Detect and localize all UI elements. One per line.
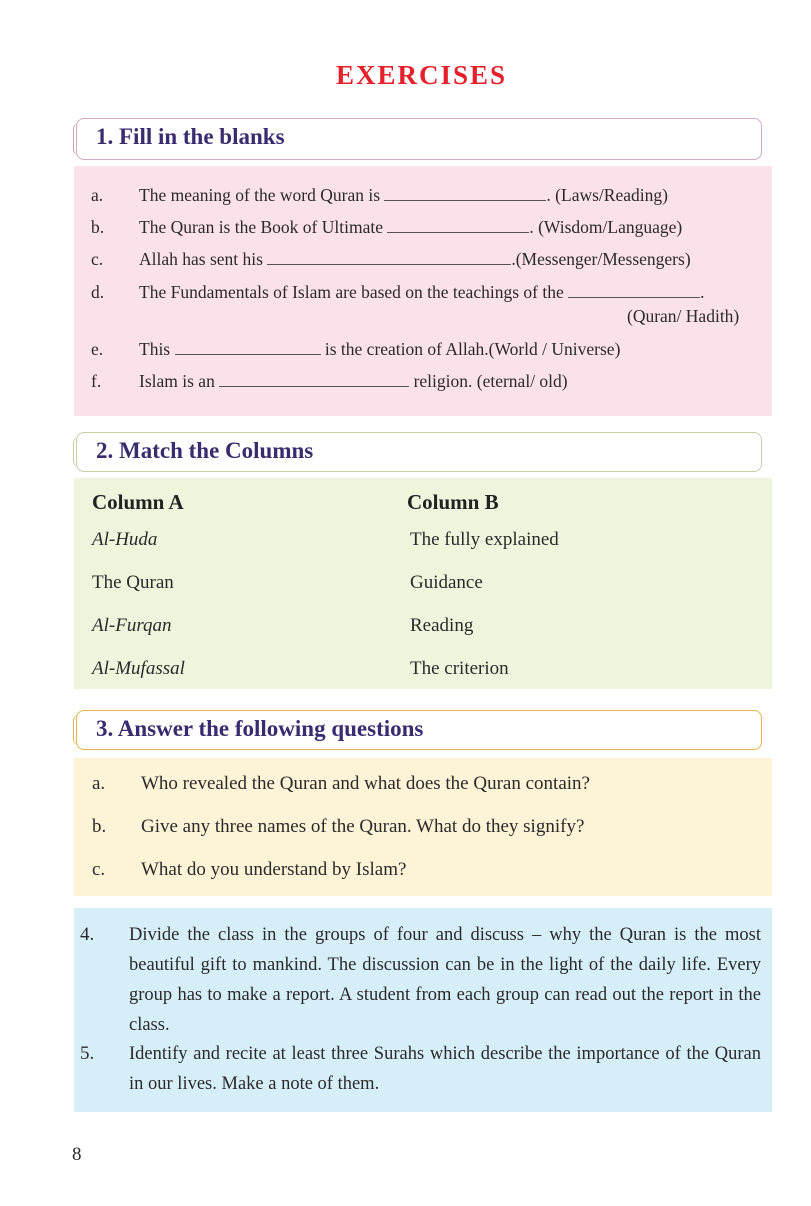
column-b-item: The fully explained — [410, 529, 559, 550]
item-label: d. — [91, 282, 105, 302]
list-item — [91, 339, 621, 360]
column-b-item: The criterion — [410, 658, 509, 679]
question-item — [92, 773, 590, 795]
item-label: c. — [91, 249, 104, 269]
section-heading-fill-blanks — [76, 118, 762, 160]
item-label: e. — [91, 339, 104, 359]
blank-line — [219, 372, 409, 387]
item-label: b. — [92, 816, 107, 837]
match-columns-panel — [74, 478, 772, 689]
item-text: The Quran is the Book of Ultimate — [139, 217, 383, 237]
activity-text: Identify and recite at least three Surahs which describe the importance of the Quran in our lives. Make a note of them. — [129, 1044, 761, 1094]
blank-line — [384, 186, 546, 201]
section-heading-text: 2. Match the Columns — [96, 438, 314, 463]
blank-line — [175, 340, 321, 355]
blank-line — [387, 218, 529, 233]
page-title: EXERCISES — [335, 60, 508, 90]
item-hint: . (Wisdom/Language) — [529, 217, 683, 237]
activity-panel — [74, 908, 772, 1112]
item-text: The Fundamentals of Islam are based on the teachings of the — [139, 282, 564, 302]
activity-label: 4. — [80, 924, 95, 945]
column-a-item: Al-Huda — [92, 529, 158, 550]
blank-line — [267, 250, 511, 265]
column-a-item: The Quran — [92, 572, 174, 593]
item-label: a. — [91, 185, 104, 205]
section-heading-answer-questions — [76, 710, 762, 750]
item-hint: . (Laws/Reading) — [546, 185, 668, 205]
activity-text: Divide the class in the groups of four and discuss – why the Quran is the most beautiful gift to mankind. The discussion can be in the light of the daily life. Every group has to make a report. A student from each group can read out the report in the class. — [129, 925, 761, 1035]
item-hint: . — [700, 282, 705, 302]
list-item — [91, 249, 691, 270]
list-item — [91, 371, 568, 392]
item-hint: religion. (eternal/ old) — [413, 371, 568, 391]
question-item — [92, 816, 585, 838]
item-label: f. — [91, 371, 102, 391]
question-text: Give any three names of the Quran. What do they signify? — [141, 816, 585, 837]
item-hint-line2: (Quran/ Hadith) — [627, 306, 740, 326]
item-hint: .(Messenger/Messengers) — [511, 249, 691, 269]
page-number: 8 — [72, 1144, 82, 1165]
activity-label: 5. — [80, 1043, 95, 1064]
section-heading-match-columns — [76, 432, 762, 472]
section-heading-text: 3. Answer the following questions — [96, 716, 424, 741]
question-text: What do you understand by Islam? — [141, 859, 407, 880]
questions-panel — [74, 758, 772, 896]
item-label: c. — [92, 859, 106, 880]
column-b-item: Reading — [410, 615, 474, 636]
item-hint: is the creation of Allah.(World / Universe) — [324, 339, 621, 359]
list-item — [91, 185, 668, 206]
item-text: Islam is an — [139, 371, 215, 391]
section-heading-text: 1. Fill in the blanks — [96, 124, 285, 149]
column-b-item: Guidance — [410, 572, 483, 593]
item-text: Allah has sent his — [139, 249, 263, 269]
column-a-heading: Column A — [92, 490, 184, 514]
column-a-item: Al-Mufassal — [92, 658, 185, 679]
column-b-heading: Column B — [407, 490, 499, 514]
blank-line — [568, 283, 700, 298]
item-label: a. — [92, 773, 106, 794]
item-text: This — [139, 339, 171, 359]
item-text: The meaning of the word Quran is — [139, 185, 381, 205]
column-a-item: Al-Furqan — [92, 615, 172, 636]
list-item — [91, 282, 705, 303]
list-item — [91, 217, 683, 238]
item-label: b. — [91, 217, 105, 237]
question-text: Who revealed the Quran and what does the Quran contain? — [141, 773, 590, 794]
fill-blanks-panel — [74, 166, 772, 416]
question-item — [92, 859, 407, 881]
